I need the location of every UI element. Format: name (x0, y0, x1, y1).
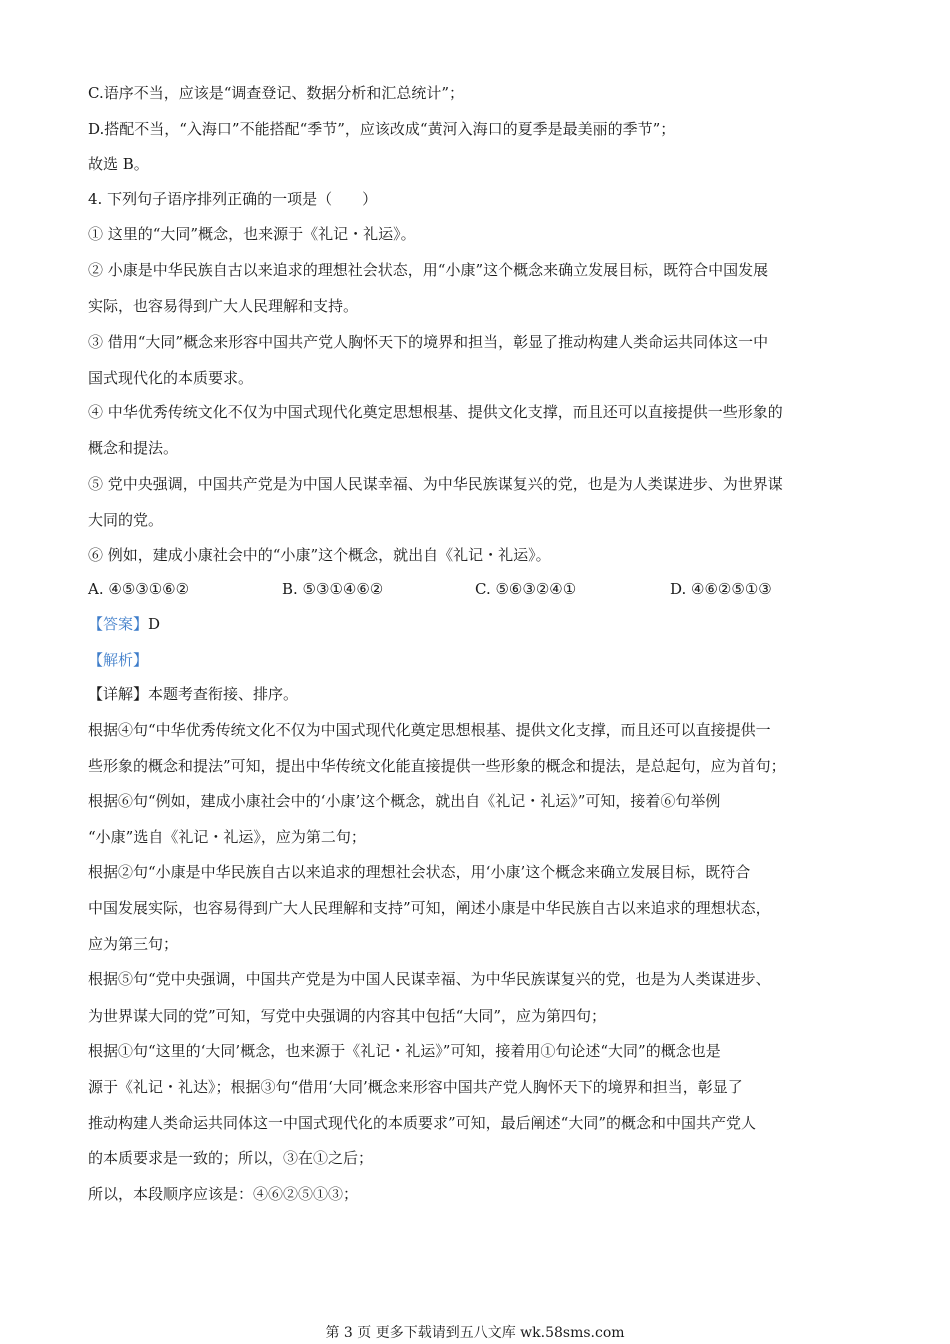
analysis-text: 为世界谋大同的党”可知，写党中央强调的内容其中包括“大同”，应为第四句； (88, 1007, 607, 1025)
analysis-text: 根据⑥句“例如，建成小康社会中的‘小康’这个概念，就出自《礼记・礼运》”可知，接着⑥句举例 (88, 792, 721, 810)
detail-line: 【详解】本题考查衔接、排序。 (88, 685, 299, 703)
text-line: D.搭配不当，“入海口”不能搭配“季节”，应该改成“黄河入海口的夏季是最美丽的季节”； (88, 120, 676, 138)
answer-line (88, 614, 868, 634)
answer-tag: 【答案】 (88, 615, 149, 633)
text-line: 故选 B。 (88, 155, 149, 173)
analysis-text: 根据⑤句“党中央强调，中国共产党是为中国人民谋幸福、为中华民族谋复兴的党，也是为人类谋进步、 (88, 970, 771, 988)
analysis-text: 根据②句“小康是中华民族自古以来追求的理想社会状态，用‘小康’这个概念来确立发展目标，既符合 (88, 863, 751, 881)
sentence-3: ③ 借用“大同”概念来形容中国共产党人胸怀天下的境界和担当，彰显了推动构建人类命运共同体这一中 (88, 333, 769, 351)
sentence-5-cont: 大同的党。 (88, 511, 164, 529)
analysis-text: 根据①句“这里的‘大同’概念，也来源于《礼记・礼运》”可知，接着用①句论述“大同”的概念也是 (88, 1042, 721, 1060)
analysis-text: 应为第三句； (88, 935, 179, 953)
analysis-text: 些形象的概念和提法”可知，提出中华传统文化能直接提供一些形象的概念和提法，是总起句，应为首句； (88, 757, 786, 775)
option-a: A. ④⑤③①⑥② (88, 580, 190, 598)
sentence-1: ① 这里的“大同”概念，也来源于《礼记・礼运》。 (88, 225, 416, 243)
sentence-5: ⑤ 党中央强调，中国共产党是为中国人民谋幸福、为中华民族谋复兴的党，也是为人类谋进步、为世界谋 (88, 475, 783, 493)
answer-value: D (148, 615, 161, 633)
sentence-4: ④ 中华优秀传统文化不仅为中国式现代化奠定思想根基、提供文化支撑，而且还可以直接提供一些形象的 (88, 403, 783, 421)
sentence-4-cont: 概念和提法。 (88, 439, 179, 457)
analysis-text: 的本质要求是一致的；所以，③在①之后； (88, 1149, 374, 1167)
analysis-text: 源于《礼记・礼达》；根据③句“借用‘大同’概念来形容中国共产党人胸怀天下的境界和担当，彰显了 (88, 1078, 743, 1096)
analysis-text: 中国发展实际，也容易得到广大人民理解和支持”可知，阐述小康是中华民族自古以来追求的理想状态， (88, 899, 771, 917)
analysis-text: 根据④句“中华优秀传统文化不仅为中国式现代化奠定思想根基、提供文化支撑，而且还可以直接提供一 (88, 721, 771, 739)
option-b: B. ⑤③①④⑥② (282, 580, 384, 598)
analysis-tag: 【解析】 (88, 651, 149, 669)
sentence-6: ⑥ 例如，建成小康社会中的“小康”这个概念，就出自《礼记・礼运》。 (88, 546, 551, 564)
option-c: C. ⑤⑥③②④① (475, 580, 577, 598)
analysis-text: 所以，本段顺序应该是：④⑥②⑤①③； (88, 1185, 359, 1203)
page-footer: 第 3 页 更多下载请到五八文库 wk.58sms.com (325, 1325, 625, 1341)
analysis-text: 推动构建人类命运共同体这一中国式现代化的本质要求”可知，最后阐述“大同”的概念和中国共产党人 (88, 1114, 757, 1132)
option-d: D. ④⑥②⑤①③ (670, 580, 772, 598)
sentence-3-cont: 国式现代化的本质要求。 (88, 369, 254, 387)
question-title: 4. 下列句子语序排列正确的一项是（ ） (88, 190, 378, 208)
analysis-text: “小康”选自《礼记・礼运》，应为第二句； (88, 828, 366, 846)
sentence-2-cont: 实际，也容易得到广大人民理解和支持。 (88, 297, 359, 315)
sentence-2: ② 小康是中华民族自古以来追求的理想社会状态，用“小康”这个概念来确立发展目标，既符合中国发展 (88, 261, 769, 279)
text-line: C.语序不当，应该是“调查登记、数据分析和汇总统计”； (88, 84, 465, 102)
